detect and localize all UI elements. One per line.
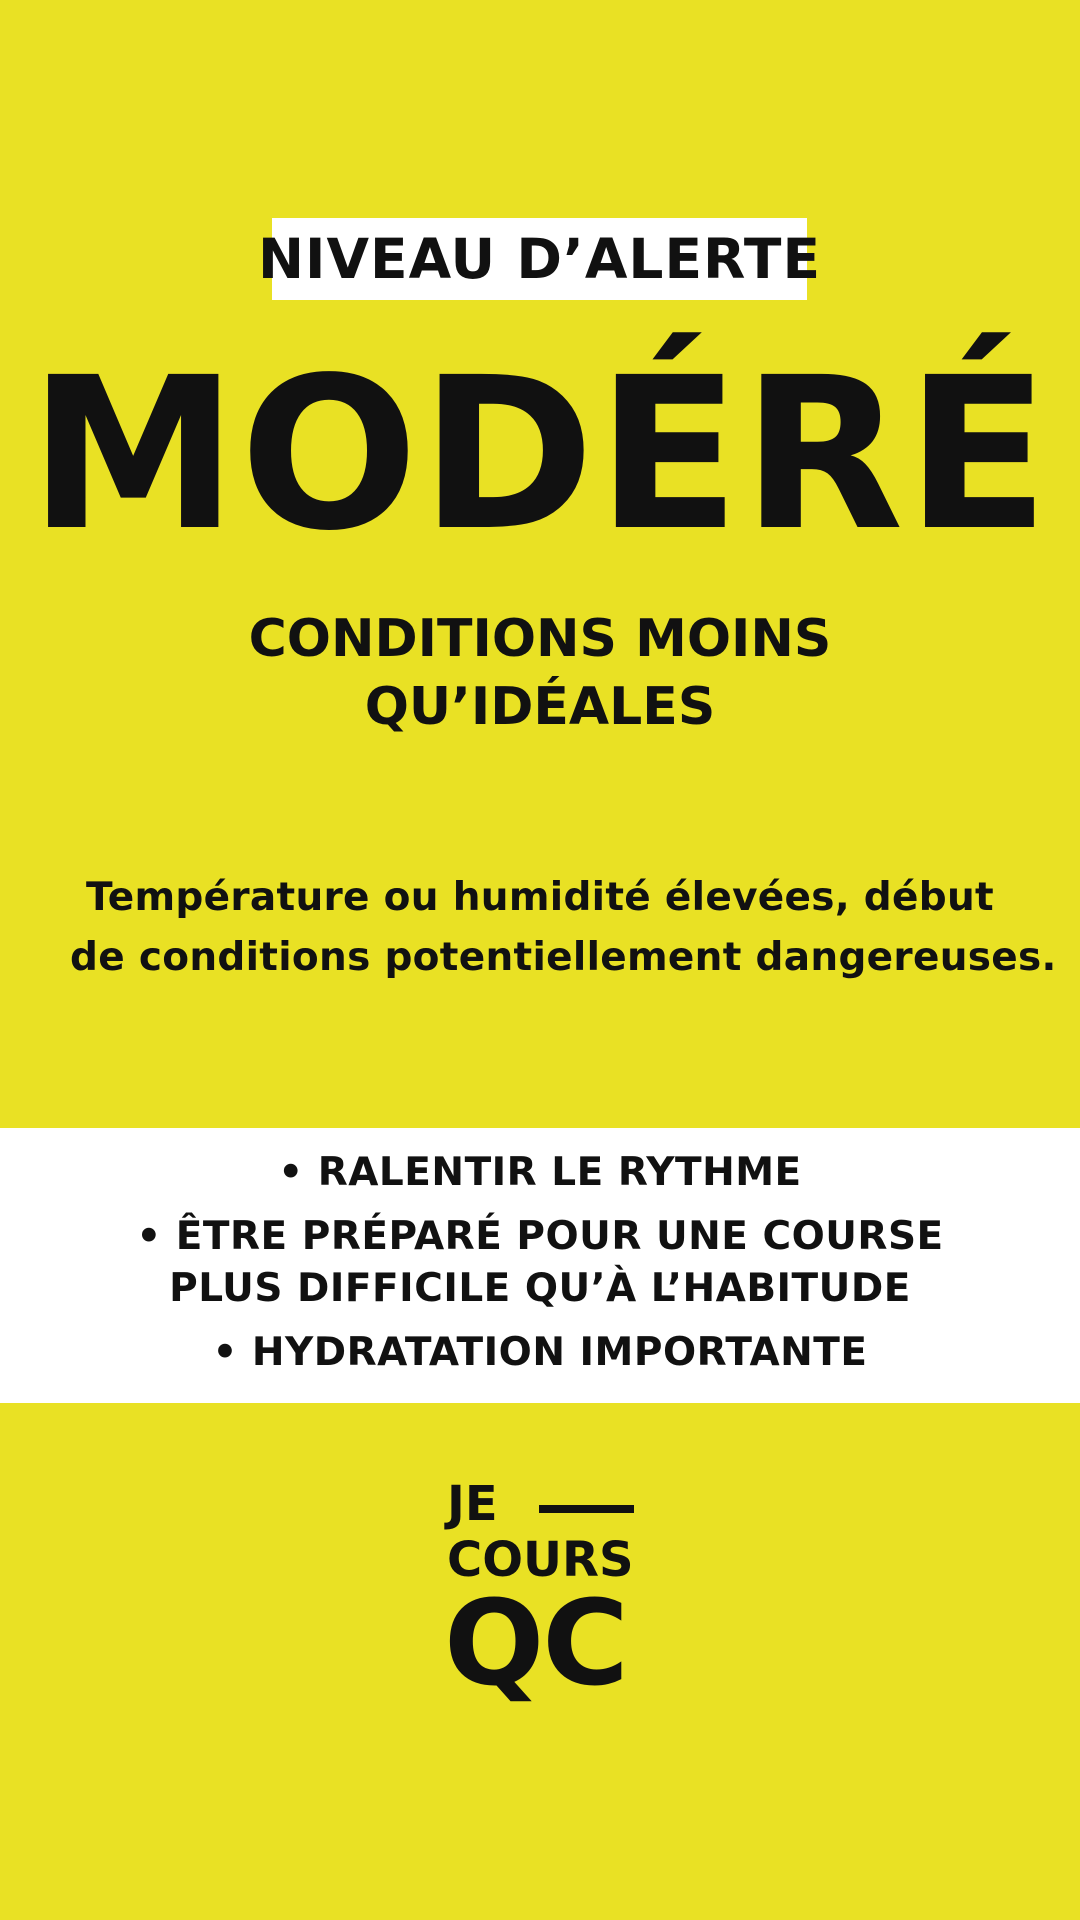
- advice-item-prepare-line-1-wrap: [0, 1211, 1080, 1263]
- alert-description-line-2: de conditions potentiellement dangereuses.: [70, 935, 1057, 980]
- bullet-icon: •: [278, 1150, 304, 1195]
- logo-rule-icon: [539, 1505, 634, 1513]
- logo-top-line: [447, 1476, 637, 1532]
- alert-description-line-1: Température ou humidité élevées, début: [85, 875, 995, 920]
- advice-list: [0, 1147, 1080, 1379]
- advice-item-prepare: [0, 1211, 1080, 1315]
- alert-description: [70, 868, 1057, 988]
- advice-item-slow-down: [0, 1147, 1080, 1199]
- alert-level-title: MODÉRÉ: [28, 332, 1052, 577]
- alert-level-badge-label: NIVEAU D’ALERTE: [258, 226, 822, 291]
- alert-subtitle: [0, 605, 1080, 741]
- alert-subtitle-line-1: CONDITIONS MOINS: [248, 609, 832, 669]
- bullet-icon: •: [212, 1330, 238, 1375]
- alert-subtitle-line-2: QU’IDÉALES: [364, 677, 716, 737]
- alert-level-badge: [258, 218, 822, 300]
- je-cours-qc-logo: [444, 1476, 637, 1730]
- advice-item-hydration-label: HYDRATATION IMPORTANTE: [251, 1330, 868, 1375]
- advice-item-hydration: [0, 1327, 1080, 1379]
- logo-cours-text: COURS: [447, 1532, 634, 1588]
- advice-item-slow-down-label: RALENTIR LE RYTHME: [317, 1150, 802, 1195]
- advice-item-prepare-line-2: PLUS DIFFICILE QU’À L’HABITUDE: [169, 1266, 911, 1311]
- advice-item-prepare-line-1: ÊTRE PRÉPARÉ POUR UNE COURSE: [175, 1214, 944, 1259]
- bullet-icon: •: [136, 1214, 162, 1259]
- logo-je-text: JE: [447, 1476, 498, 1532]
- logo-qc-text: QC: [444, 1574, 627, 1712]
